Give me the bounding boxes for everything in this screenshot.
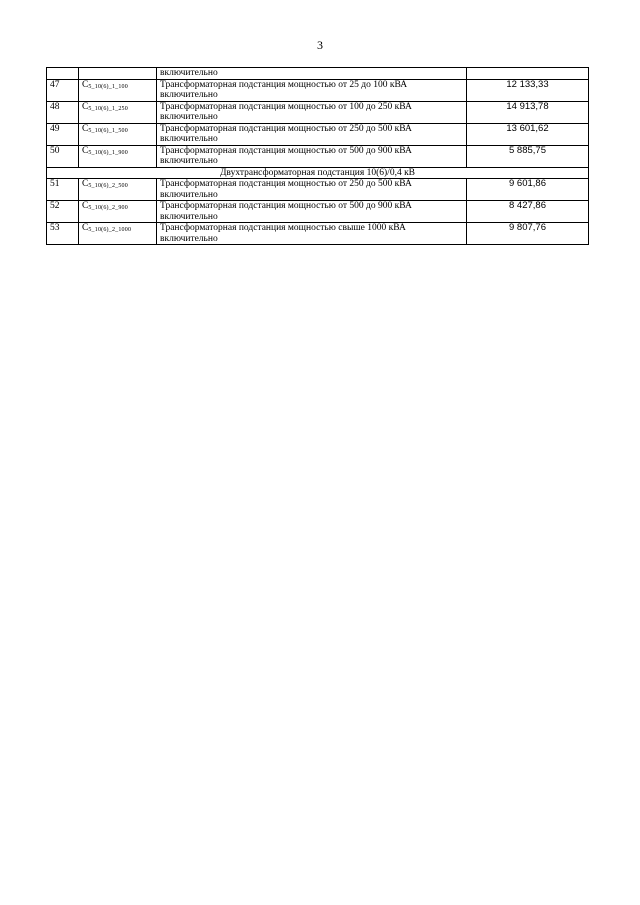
- table-row: [47, 145, 589, 167]
- row-value: 9 807,76: [467, 223, 589, 245]
- row-number: 50: [47, 145, 79, 167]
- section-header-row: [47, 167, 589, 179]
- row-code: $C_{5\_10(6)\_1\_500}$: [79, 123, 157, 145]
- row-code: $C_{5\_10(6)\_1\_900}$: [79, 145, 157, 167]
- table-row: [47, 201, 589, 223]
- row-description: Трансформаторная подстанция мощностью от 500 до 900 кВА включительно: [157, 201, 467, 223]
- row-number: 49: [47, 123, 79, 145]
- row-value: 8 427,86: [467, 201, 589, 223]
- table-row: [47, 101, 589, 123]
- cell-description: включительно: [157, 68, 467, 80]
- row-code: $C_{5\_10(6)\_1\_250}$: [79, 101, 157, 123]
- table-row: [47, 123, 589, 145]
- cell-number: [47, 68, 79, 80]
- row-value: 5 885,75: [467, 145, 589, 167]
- row-code: $C_{5\_10(6)\_2\_1000}$: [79, 223, 157, 245]
- row-value: 14 913,78: [467, 101, 589, 123]
- row-number: 51: [47, 179, 79, 201]
- row-description: Трансформаторная подстанция мощностью от 25 до 100 кВА включительно: [157, 79, 467, 101]
- row-number: 53: [47, 223, 79, 245]
- cell-value: [467, 68, 589, 80]
- table-row: [47, 223, 589, 245]
- row-number: 47: [47, 79, 79, 101]
- table-row: [47, 179, 589, 201]
- row-description: Трансформаторная подстанция мощностью от 250 до 500 кВА включительно: [157, 123, 467, 145]
- row-code: $C_{5\_10(6)\_1\_100}$: [79, 79, 157, 101]
- row-number: 52: [47, 201, 79, 223]
- page-number: 3: [317, 38, 323, 52]
- row-value: 12 133,33: [467, 79, 589, 101]
- row-description: Трансформаторная подстанция мощностью от 500 до 900 кВА включительно: [157, 145, 467, 167]
- row-value: 13 601,62: [467, 123, 589, 145]
- row-number: 48: [47, 101, 79, 123]
- table-row: [47, 79, 589, 101]
- cell-code: [79, 68, 157, 80]
- section-title: Двухтрансформаторная подстанция 10(6)/0,4 кВ: [47, 167, 589, 179]
- continuation-row: [47, 68, 589, 80]
- row-value: 9 601,86: [467, 179, 589, 201]
- tariff-table: [46, 67, 589, 245]
- row-code: $C_{5\_10(6)\_2\_900}$: [79, 201, 157, 223]
- row-description: Трансформаторная подстанция мощностью от 250 до 500 кВА включительно: [157, 179, 467, 201]
- row-code: $C_{5\_10(6)\_2\_500}$: [79, 179, 157, 201]
- row-description: Трансформаторная подстанция мощностью от 100 до 250 кВА включительно: [157, 101, 467, 123]
- row-description: Трансформаторная подстанция мощностью свыше 1000 кВА включительно: [157, 223, 467, 245]
